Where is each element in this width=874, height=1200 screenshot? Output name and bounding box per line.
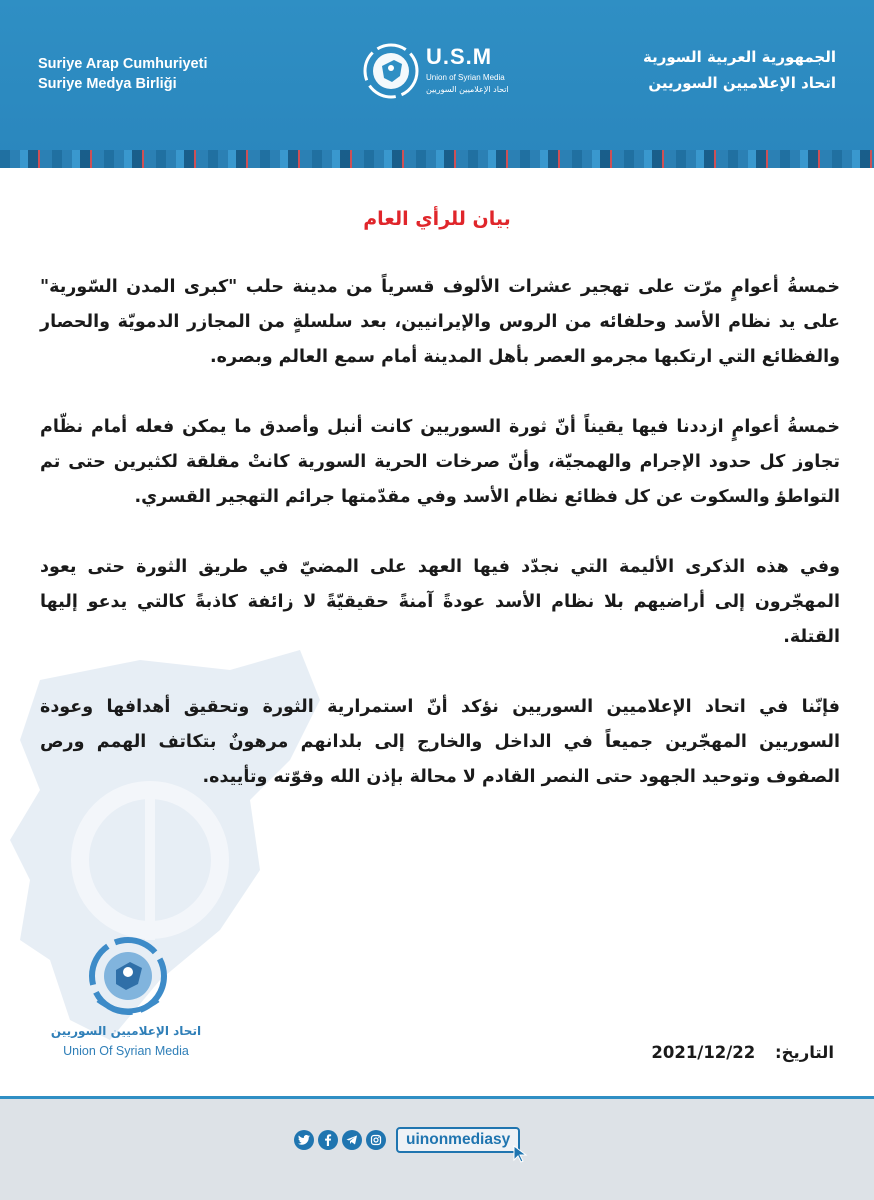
signature-org-english: Union Of Syrian Media [63,1044,189,1058]
date-label: التاريخ: [775,1043,834,1062]
signature-logo-icon [58,930,198,1030]
cursor-pointer-icon [512,1145,528,1163]
social-handle-link[interactable] [396,1127,520,1153]
logo-arabic-name: اتحاد الإعلاميين السوريين [426,85,509,94]
header-turkish-text [38,54,207,94]
social-links [294,1126,520,1154]
usm-emblem-icon [362,42,420,100]
statement-title: بيان للرأي العام [363,208,511,230]
header-left-line2: Suriye Medya Birliği [38,76,177,92]
signature-org-arabic: اتحاد الإعلاميين السوريين [50,1024,202,1038]
header-right-line1: الجمهورية العربية السورية [643,48,836,66]
paragraph-1: خمسةُ أعوامٍ مرّت على تهجير عشرات الألوف قسرياً من مدينة حلب "كبرى المدن السّورية" على يد نظام الأسد وحلفائه من الروس والإيرانيين، بعد سلسلةٍ من المجازر الدمويّة والحصار والفظائع التي ارتكبها مجرمو العصر بأهل المدينة أمام سمع العالم وبصره. [40,277,840,367]
footer-top-rule [0,1096,874,1099]
paragraph-4: فإنّنا في اتحاد الإعلاميين السوريين نؤكد أنّ استمرارية الثورة وتحقيق أهدافها وعودة السوريين المهجّرين جميعاً في الداخل والخارج إلى بلدانهم مرهونٌ بتكاتف الهمم ورص الصفوف وتوحيد الجهود حتى النصر القادم لا محالة بإذن الله وقوّته وتأييده. [40,697,840,787]
paragraph-3: وفي هذه الذكرى الأليمة التي نجدّد فيها العهد على المضيّ في طريق الثورة حتى يعود المهجّرون إلى أراضيهم بلا نظام الأسد عودةً آمنةً حقيقيّةً لا زائفة كاذبةً كالتي يدعو إليها القتلة. [40,557,840,647]
logo-english-name: Union of Syrian Media [426,73,505,82]
instagram-icon[interactable] [366,1130,386,1150]
header-left-line1: Suriye Arap Cumhuriyeti [38,56,208,72]
page-header [0,0,874,168]
header-decorative-stripe [0,150,874,168]
statement-body [40,270,840,830]
paragraph-2: خمسةُ أعوامٍ ازددنا فيها يقيناً أنّ ثورة السوريين كانت أنبل وأصدق ما يمكن فعله أمام نظّام تجاوز كل حدود الإجرام والهمجيّة، وأنّ صرخات الحرية السورية كانتْ مقلقة لكثيرين حتى تم التواطؤ والسكوت عن كل فظائع نظام الأسد وفي مقدّمتها جرائم التهجير القسري. [40,417,840,507]
header-arabic-text [643,44,836,96]
facebook-icon[interactable] [318,1130,338,1150]
date-value: 2021/12/22 [651,1043,756,1062]
usm-logo [362,40,532,110]
header-right-line2: اتحاد الإعلاميين السوريين [648,74,836,92]
social-handle-text: uinonmediasy [406,1131,511,1148]
date-row [651,1043,834,1062]
twitter-icon[interactable] [294,1130,314,1150]
telegram-icon[interactable] [342,1130,362,1150]
logo-abbreviation: U.S.M [426,44,493,69]
